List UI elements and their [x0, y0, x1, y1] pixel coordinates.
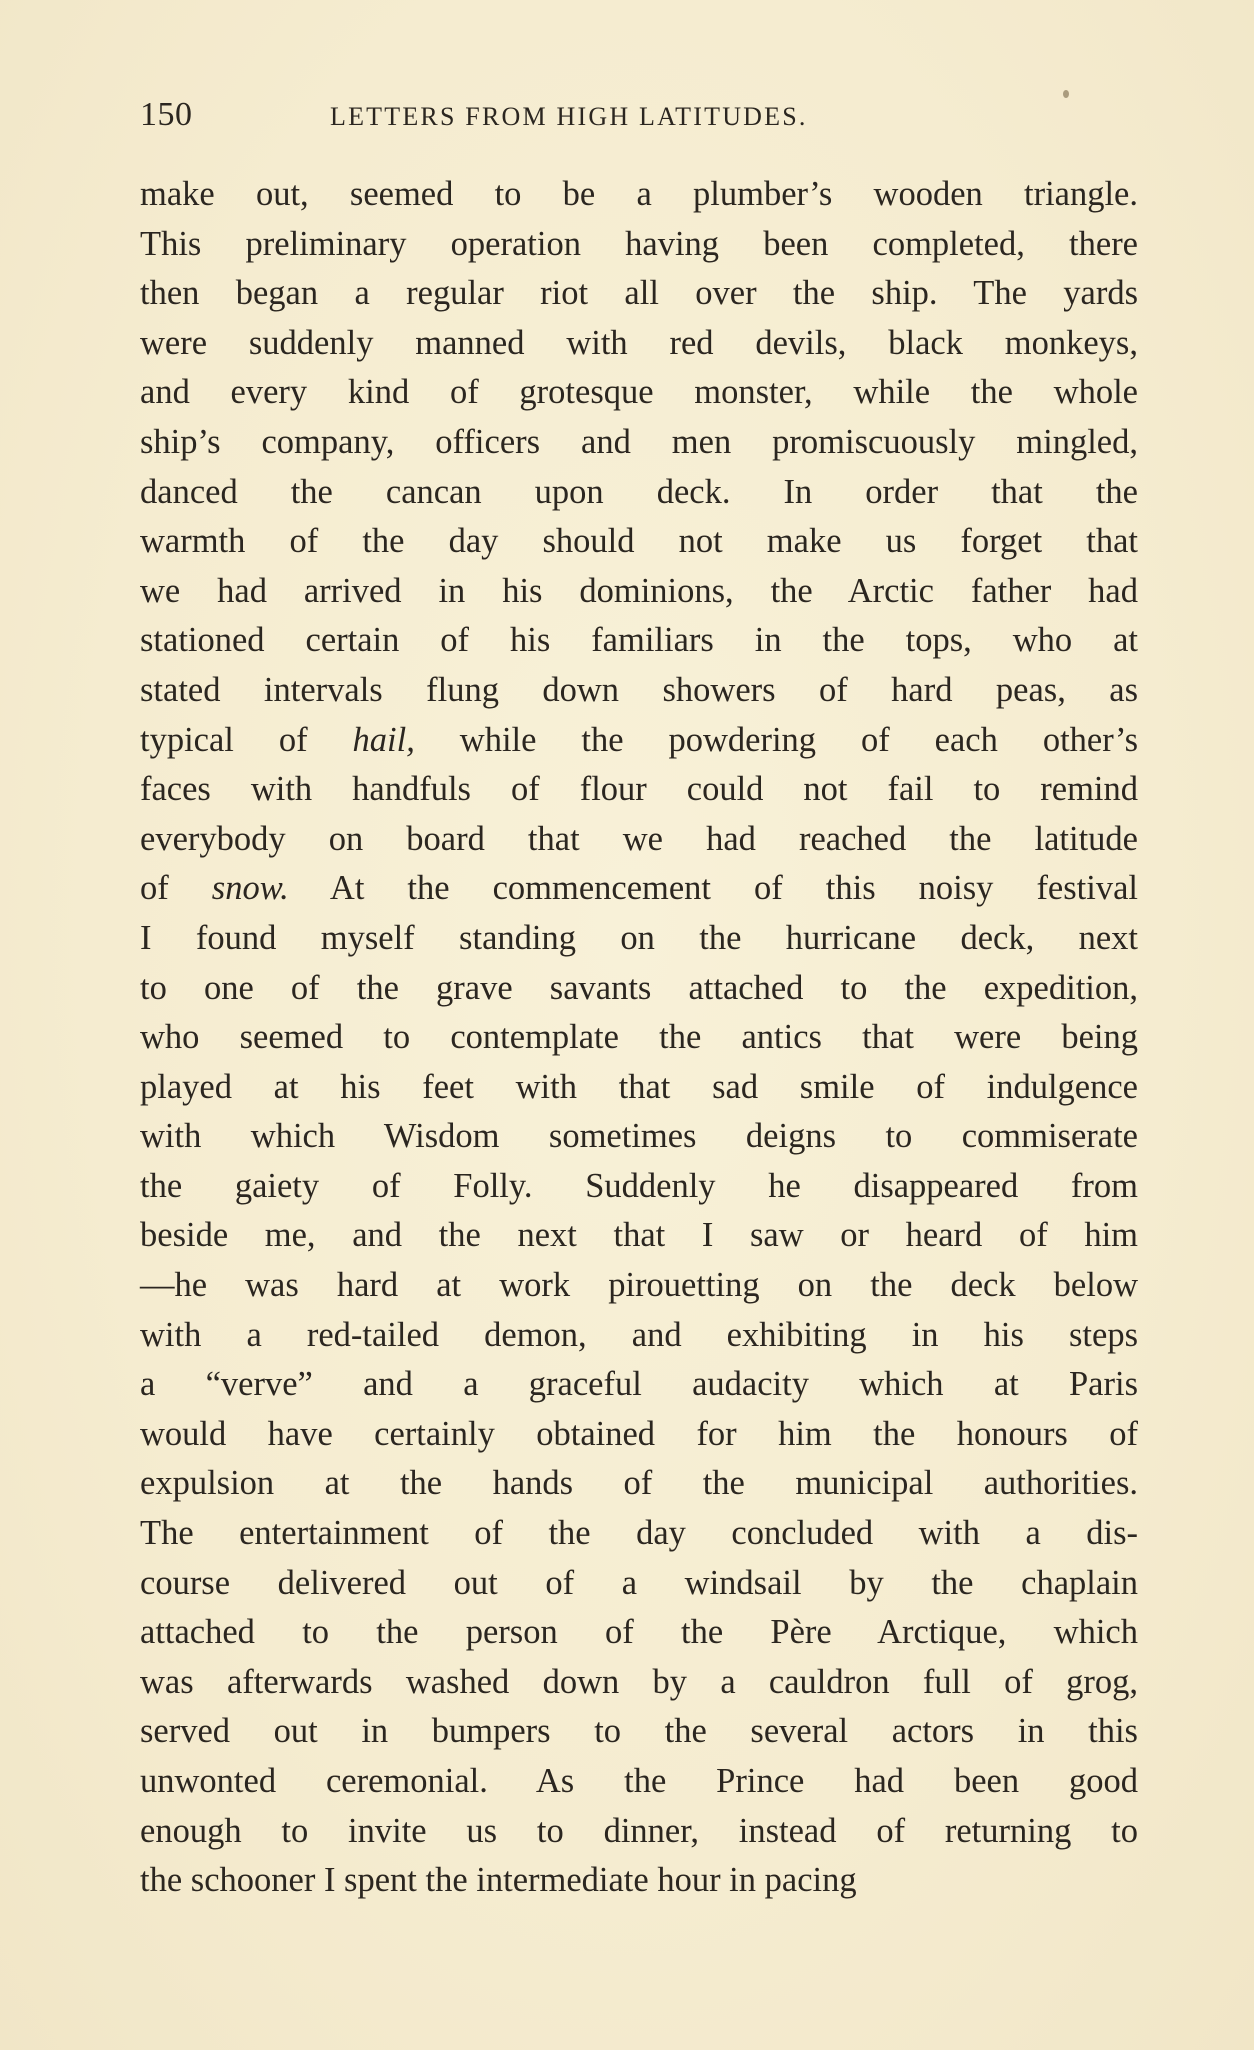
- text-line: stated intervals flung down showers of hard peas, as: [140, 670, 1138, 709]
- text-line: were suddenly manned with red devils, black monkeys,: [140, 323, 1138, 362]
- text-line: served out in bumpers to the several actors in this: [140, 1712, 1138, 1751]
- text-line: I found myself standing on the hurricane deck, next: [140, 918, 1138, 957]
- text-line: played at his feet with that sad smile of indulgence: [140, 1067, 1138, 1106]
- text-line: enough to invite us to dinner, instead of returning to: [140, 1811, 1138, 1850]
- text-segment: while the powdering of each other’s: [414, 720, 1138, 759]
- text-line: beside me, and the next that I saw or heard of him: [140, 1216, 1138, 1255]
- text-line: [140, 864, 1138, 914]
- text-line: with a red-tailed demon, and exhibiting in his steps: [140, 1315, 1138, 1354]
- text-line: would have certainly obtained for him the honours of: [140, 1414, 1138, 1453]
- text-segment: At the commencement of this noisy festival: [288, 869, 1138, 908]
- text-line: we had arrived in his dominions, the Arctic father had: [140, 571, 1138, 610]
- text-line: danced the cancan upon deck. In order that the: [140, 472, 1138, 511]
- text-line: the gaiety of Folly. Suddenly he disappeared from: [140, 1166, 1138, 1205]
- text-line: was afterwards washed down by a cauldron full of grog,: [140, 1662, 1138, 1701]
- text-line: —he was hard at work pirouetting on the deck below: [140, 1266, 1138, 1305]
- text-line: [140, 716, 1138, 766]
- text-line: who seemed to contemplate the antics that were being: [140, 1018, 1138, 1057]
- text-line: unwonted ceremonial. As the Prince had been good: [140, 1762, 1138, 1800]
- text-line: ship’s company, officers and men promiscuously mingled,: [140, 422, 1138, 461]
- running-head: [140, 96, 1140, 140]
- text-line: make out, seemed to be a plumber’s wooden triangle.: [140, 175, 1138, 213]
- text-segment: of: [140, 869, 212, 908]
- running-title: LETTERS FROM HIGH LATITUDES.: [330, 102, 808, 131]
- ink-speck: [1063, 90, 1069, 98]
- text-line: the schooner I spent the intermediate hour in pacing: [140, 1861, 857, 1900]
- italic-word: snow.: [211, 869, 289, 908]
- text-line: and every kind of grotesque monster, while the whole: [140, 373, 1138, 412]
- text-line: everybody on board that we had reached the latitude: [140, 819, 1138, 858]
- text-line: then began a regular riot all over the ship. The yards: [140, 274, 1138, 313]
- body-text: [140, 170, 1138, 1906]
- italic-word: hail,: [352, 720, 415, 759]
- text-line: with which Wisdom sometimes deigns to commiserate: [140, 1117, 1138, 1156]
- text-line: to one of the grave savants attached to the expedition,: [140, 968, 1138, 1007]
- text-line: expulsion at the hands of the municipal authorities.: [140, 1464, 1138, 1503]
- text-line: The entertainment of the day concluded with a dis-: [140, 1514, 1138, 1553]
- text-line: This preliminary operation having been completed, there: [140, 224, 1138, 263]
- text-line: attached to the person of the Père Arctique, which: [140, 1613, 1138, 1652]
- text-line: stationed certain of his familiars in the tops, who at: [140, 621, 1138, 660]
- text-line: faces with handfuls of flour could not fail to remind: [140, 770, 1138, 809]
- text-segment: typical of: [140, 720, 353, 759]
- text-line: a “verve” and a graceful audacity which at Paris: [140, 1365, 1138, 1404]
- text-line: course delivered out of a windsail by the chaplain: [140, 1563, 1138, 1602]
- page-number: 150: [140, 96, 193, 133]
- text-line: warmth of the day should not make us forget that: [140, 522, 1138, 561]
